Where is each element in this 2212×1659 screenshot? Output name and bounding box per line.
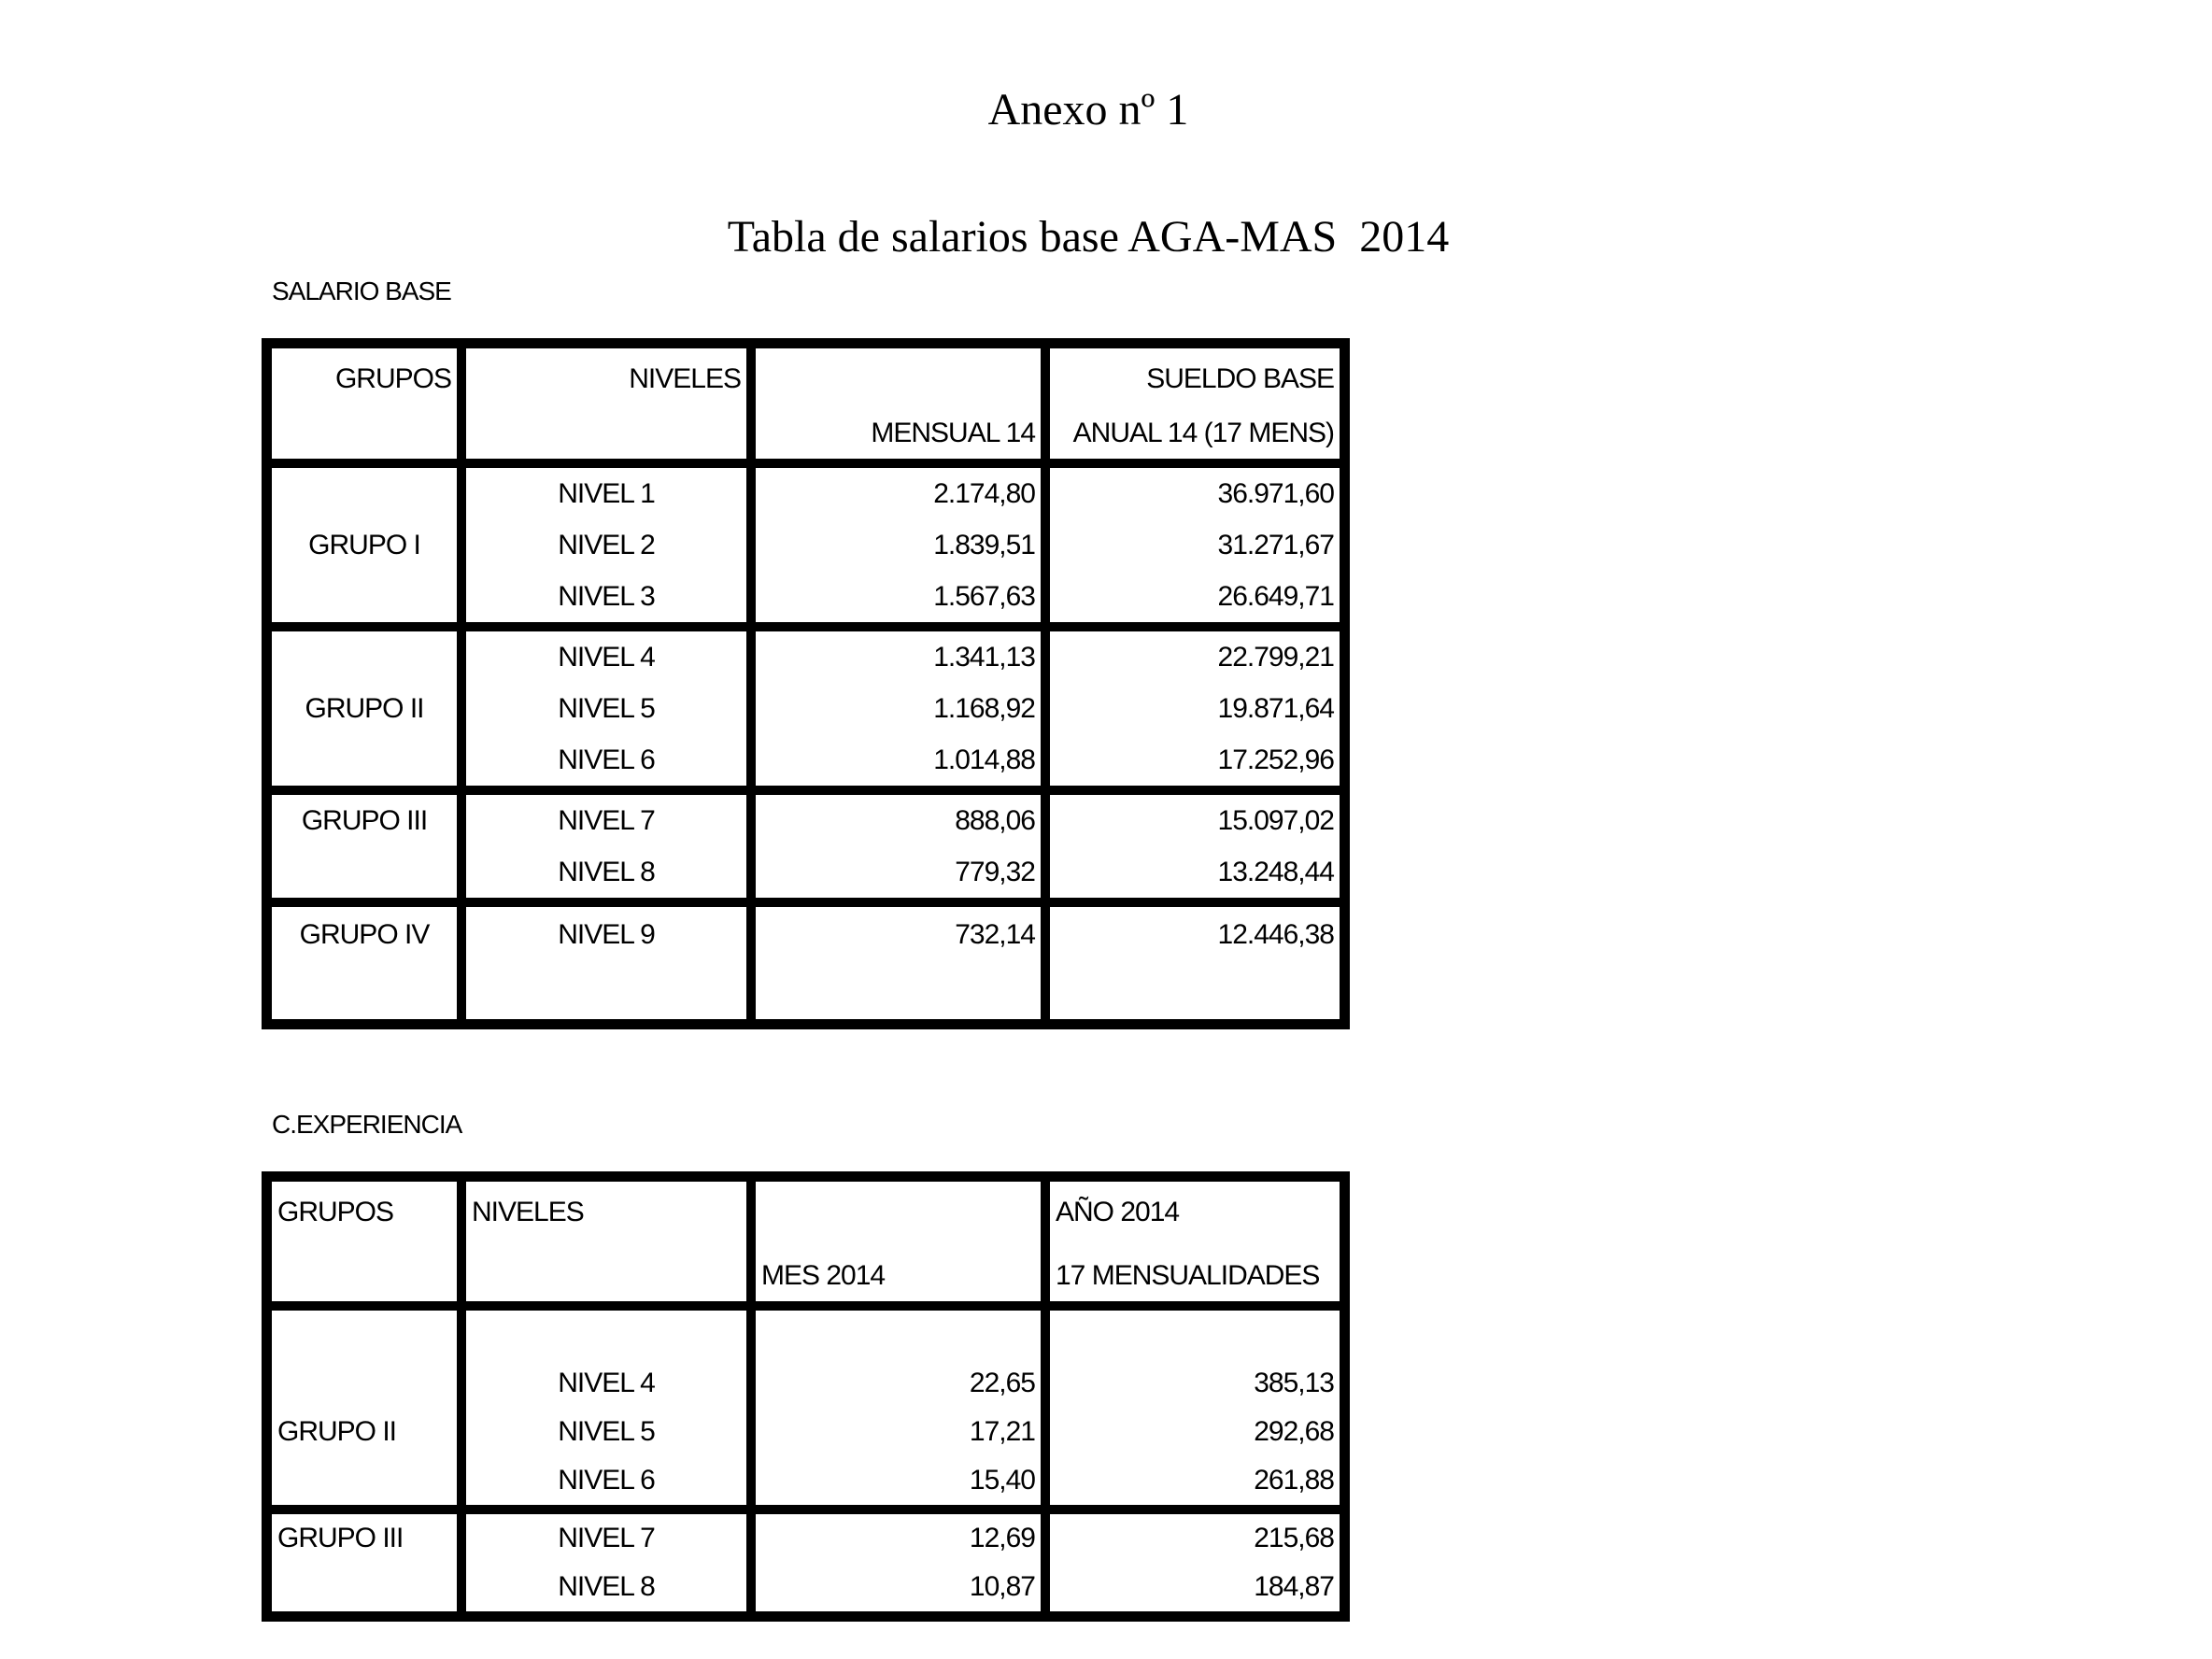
group-name-cell (272, 468, 457, 622)
mensual-value: 732,14 (955, 919, 1035, 950)
mes-value: 22,65 (969, 1368, 1035, 1398)
group-name-cell (272, 907, 457, 1019)
anual-cell (1050, 795, 1340, 898)
experiencia-section-label: C.EXPERIENCIA (272, 1110, 462, 1139)
table-header-row (272, 1182, 1340, 1301)
nivel-label: NIVEL 9 (558, 919, 655, 950)
group-name-cell (272, 1514, 457, 1611)
group-name: GRUPO I (308, 529, 420, 560)
anual-value: 17.252,96 (1217, 744, 1334, 775)
mensual-value: 2.174,80 (933, 477, 1035, 509)
header-cell-niveles (466, 1182, 746, 1301)
mes-value: 10,87 (969, 1571, 1035, 1602)
ano-cell (1050, 1514, 1340, 1611)
mensual-cell (756, 468, 1041, 622)
mensual-value: 1.014,88 (933, 744, 1035, 775)
mensual-cell (756, 795, 1041, 898)
nivel-label: NIVEL 6 (558, 1465, 655, 1496)
anual-value: 13.248,44 (1217, 856, 1334, 887)
header-cell-ano (1050, 1182, 1340, 1301)
group-block-grupo-1 (272, 468, 1340, 622)
nivel-cell (466, 1311, 746, 1505)
mes-cell (756, 1514, 1041, 1611)
mensual-value: 1.567,63 (933, 580, 1035, 612)
nivel-cell (466, 907, 746, 1019)
nivel-label: NIVEL 5 (558, 692, 655, 724)
ano-cell (1050, 1311, 1340, 1505)
header-cell-grupos (272, 1182, 457, 1301)
header-grupos-label: GRUPOS (334, 363, 451, 394)
group-block-grupo-3 (272, 1514, 1340, 1611)
header-grupos-label: GRUPOS (277, 1197, 394, 1227)
anual-value: 19.871,64 (1217, 692, 1334, 724)
anual-cell (1050, 907, 1340, 1019)
page-title: Anexo nº 1 (987, 85, 1189, 135)
salario-base-table (262, 338, 1350, 1029)
experiencia-table (262, 1171, 1350, 1622)
mensual-cell (756, 907, 1041, 1019)
ano-value: 292,68 (1254, 1416, 1334, 1447)
nivel-cell (466, 1514, 746, 1611)
anual-value: 31.271,67 (1217, 529, 1334, 560)
group-block-grupo-2 (272, 631, 1340, 786)
group-name: GRUPO IV (299, 919, 430, 950)
anual-value: 36.971,60 (1217, 477, 1334, 509)
ano-value: 261,88 (1254, 1465, 1334, 1496)
header-ano-label: AÑO 2014 (1056, 1197, 1180, 1227)
nivel-label: NIVEL 7 (558, 1523, 655, 1553)
nivel-label: NIVEL 6 (558, 744, 655, 775)
nivel-label: NIVEL 1 (558, 477, 655, 509)
mes-value: 12,69 (969, 1523, 1035, 1553)
mes-cell (756, 1311, 1041, 1505)
anual-value: 26.649,71 (1217, 580, 1334, 612)
anual-value: 22.799,21 (1217, 641, 1334, 673)
ano-value: 184,87 (1254, 1571, 1334, 1602)
ano-value: 385,13 (1254, 1368, 1334, 1398)
group-name-cell (272, 1311, 457, 1505)
header-mensual-label: MENSUAL 14 (871, 418, 1035, 448)
header-sueldo-base-label: SUELDO BASE (1146, 363, 1334, 394)
group-block-grupo-3 (272, 795, 1340, 898)
mes-value: 15,40 (969, 1465, 1035, 1496)
header-cell-mensual (756, 348, 1041, 459)
group-name: GRUPO II (277, 1416, 397, 1447)
group-name-cell (272, 795, 457, 898)
nivel-label: NIVEL 5 (558, 1416, 655, 1447)
header-cell-grupos (272, 348, 457, 459)
nivel-cell (466, 795, 746, 898)
page-subtitle: Tabla de salarios base AGA-MAS 2014 (727, 212, 1450, 262)
nivel-label: NIVEL 4 (558, 1368, 655, 1398)
nivel-label: NIVEL 2 (558, 529, 655, 560)
group-block-grupo-4 (272, 907, 1340, 1019)
nivel-cell (466, 468, 746, 622)
header-mes-label: MES 2014 (761, 1260, 886, 1291)
table-header-row (272, 348, 1340, 459)
group-name: GRUPO II (305, 692, 424, 724)
anual-value: 15.097,02 (1217, 804, 1334, 836)
nivel-label: NIVEL 8 (558, 1571, 655, 1602)
nivel-label: NIVEL 4 (558, 641, 655, 673)
anual-cell (1050, 468, 1340, 622)
group-name: GRUPO III (277, 1523, 404, 1553)
header-mensualidades-label: 17 MENSUALIDADES (1056, 1260, 1320, 1291)
nivel-label: NIVEL 3 (558, 580, 655, 612)
mensual-value: 779,32 (955, 856, 1035, 887)
ano-value: 215,68 (1254, 1523, 1334, 1553)
mensual-value: 888,06 (955, 804, 1035, 836)
mensual-cell (756, 631, 1041, 786)
header-cell-niveles (466, 348, 746, 459)
header-niveles-label: NIVELES (472, 1197, 584, 1227)
header-anual-label: ANUAL 14 (17 MENS) (1072, 418, 1334, 448)
nivel-label: NIVEL 8 (558, 856, 655, 887)
salario-base-section-label: SALARIO BASE (272, 276, 451, 305)
anual-cell (1050, 631, 1340, 786)
mensual-value: 1.168,92 (933, 692, 1035, 724)
mensual-value: 1.839,51 (933, 529, 1035, 560)
mensual-value: 1.341,13 (933, 641, 1035, 673)
header-niveles-label: NIVELES (629, 363, 741, 394)
nivel-label: NIVEL 7 (558, 804, 655, 836)
header-cell-sueldo-base (1050, 348, 1340, 459)
group-name: GRUPO III (301, 804, 428, 836)
mes-value: 17,21 (969, 1416, 1035, 1447)
anual-value: 12.446,38 (1217, 919, 1334, 950)
header-cell-mes (756, 1182, 1041, 1301)
nivel-cell (466, 631, 746, 786)
group-name-cell (272, 631, 457, 786)
group-block-grupo-2 (272, 1311, 1340, 1505)
